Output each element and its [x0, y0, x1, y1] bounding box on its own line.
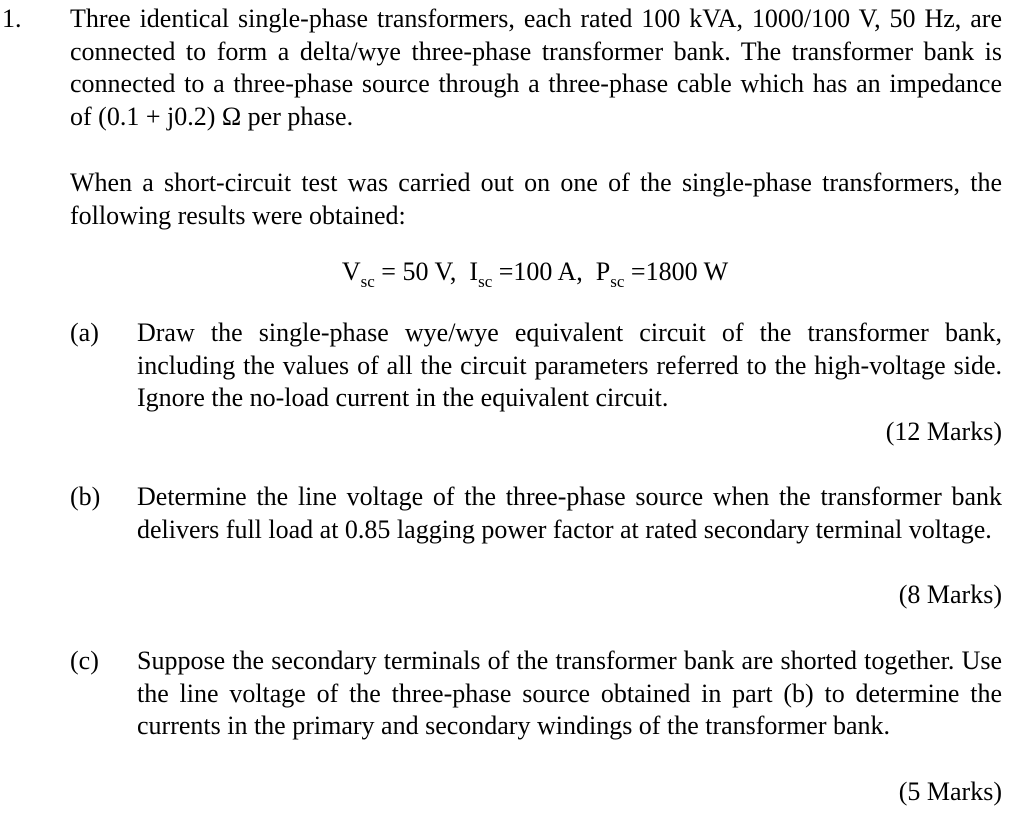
part-a-marks: (12 Marks) — [885, 417, 1002, 446]
part-a-label: (a) — [70, 318, 99, 347]
part-c-text: Suppose the secondary terminals of the transformer bank are shorted together. Use the line voltage of the three-phase source obtained in part (b) to determine the currents in the primary and secondary windings of the transformer bank. — [137, 646, 1002, 740]
short-circuit-test-paragraph: When a short-circuit test was carried out on one of the single-phase transformers, the following results were obtained: — [70, 168, 1002, 230]
part-b-text: Determine the line voltage of the three-phase source when the transformer bank delivers full load at 0.85 lagging power factor at rated secondary terminal voltage. — [137, 482, 1002, 544]
part-c-marks: (5 Marks) — [898, 777, 1002, 806]
vsc-subscript: sc — [360, 272, 375, 291]
part-b-marks: (8 Marks) — [898, 580, 1002, 609]
isc-symbol: I — [469, 257, 479, 286]
question-number: 1. — [2, 4, 22, 33]
short-circuit-results-equation — [0, 256, 1024, 289]
question-intro-paragraph: Three identical single-phase transformers, each rated 100 kVA, 1000/100 V, 50 Hz, are connected to form a delta/wye three-phase transformer bank. The transformer bank is connected to a three-phase source through a three-phase cable which has an impedance of (0.1 + j0.2) Ω per phase. — [70, 4, 1002, 131]
psc-symbol: P — [595, 257, 611, 286]
psc-value: =1800 W — [624, 257, 729, 286]
part-b-label: (b) — [70, 482, 101, 511]
part-c-label: (c) — [70, 646, 99, 675]
vsc-symbol: V — [341, 257, 361, 286]
psc-subscript: sc — [610, 272, 625, 291]
part-a-text: Draw the single-phase wye/wye equivalent circuit of the transformer bank, including the values of all the circuit parameters referred to the high-voltage side. Ignore the no-load current in the equivalent circuit. — [137, 318, 1002, 412]
vsc-value: = 50 V, — [374, 257, 470, 286]
isc-value: =100 A, — [492, 257, 596, 286]
isc-subscript: sc — [478, 272, 493, 291]
